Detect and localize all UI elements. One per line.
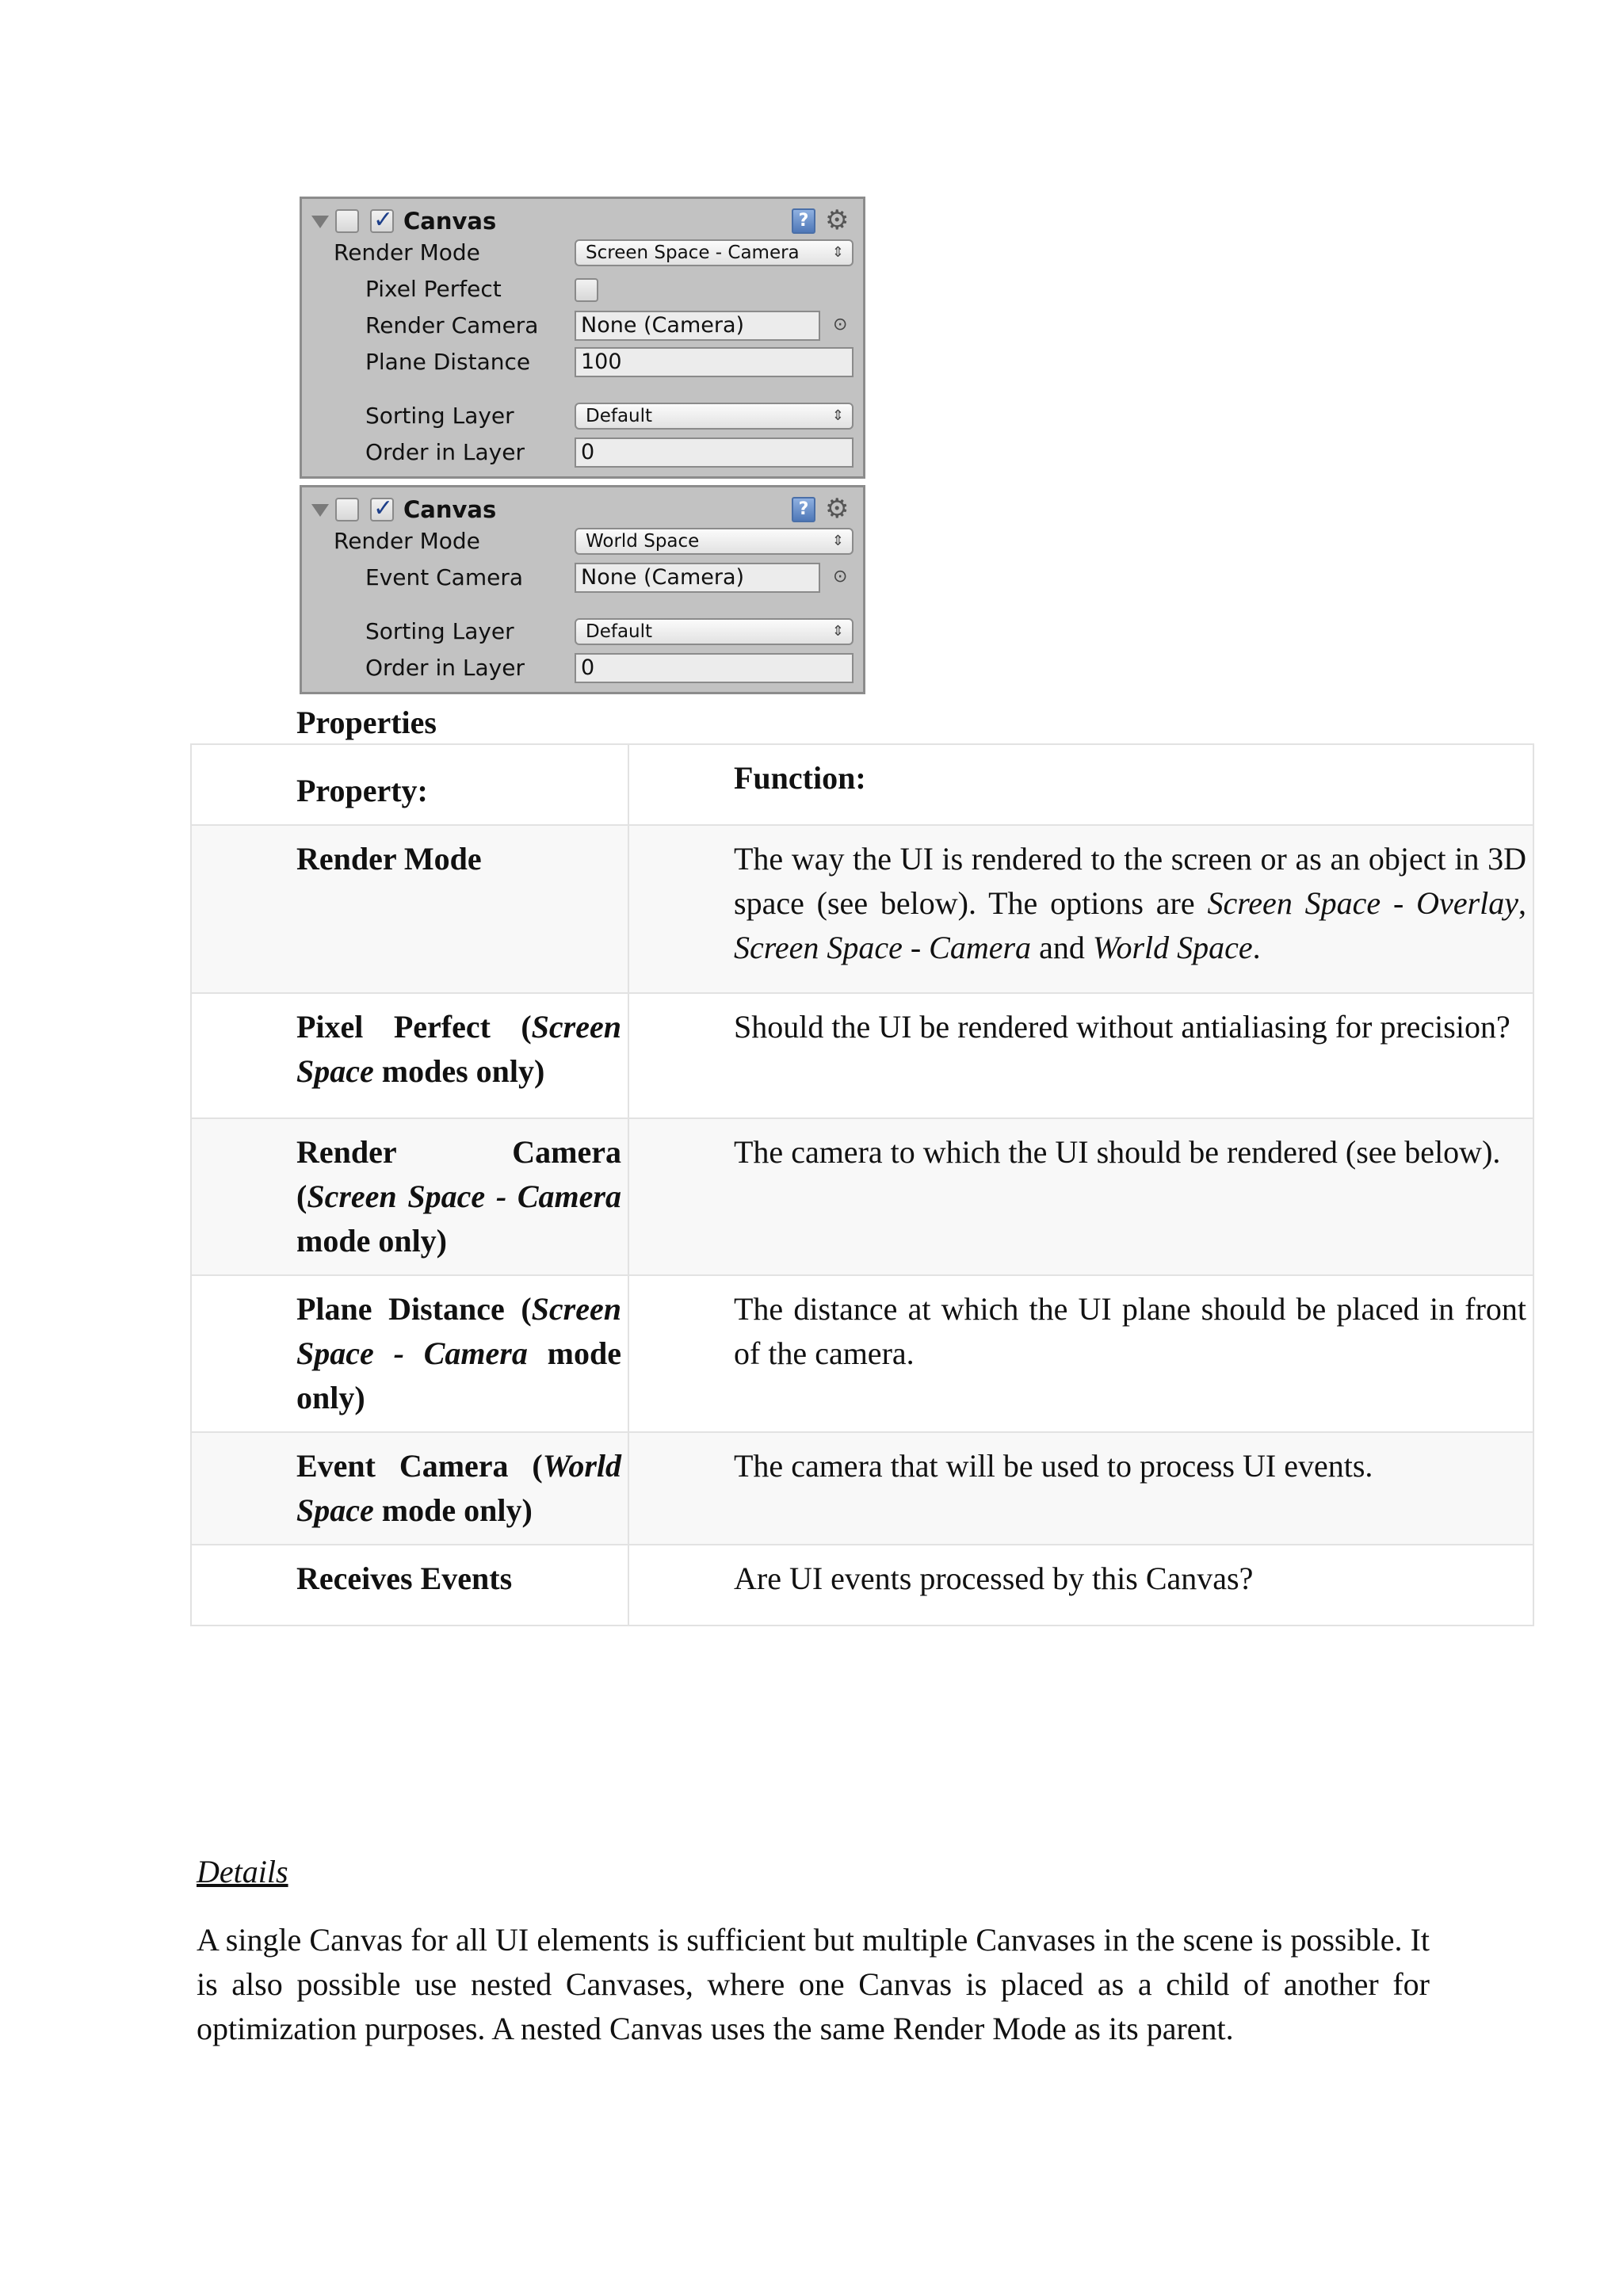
function-cell: The camera that will be used to process UI events. xyxy=(628,1432,1533,1545)
properties-caption: Properties xyxy=(296,705,437,740)
collapse-triangle-icon[interactable] xyxy=(311,504,329,517)
properties-table xyxy=(190,743,1534,1626)
table-row xyxy=(191,1118,1533,1275)
render-camera-label: Render Camera xyxy=(365,312,539,338)
table-row xyxy=(191,1545,1533,1626)
dropdown-arrow-icon: ⇕ xyxy=(831,244,844,261)
component-title: Canvas xyxy=(403,496,497,523)
property-cell: Render Camera (Screen Space - Camera mode only) xyxy=(191,1118,628,1275)
collapse-triangle-icon[interactable] xyxy=(311,216,329,228)
component-enabled-checkbox[interactable] xyxy=(370,498,394,521)
property-header: Property: xyxy=(191,744,628,825)
render-mode-dropdown[interactable]: World Space ⇕ xyxy=(575,528,854,555)
sorting-layer-dropdown[interactable]: Default ⇕ xyxy=(575,618,854,645)
function-cell: The way the UI is rendered to the screen or as an object in 3D space (see below). The options are Screen Space - Overlay, Screen Space - Camera and World Space. xyxy=(628,825,1533,993)
order-in-layer-field[interactable]: 0 xyxy=(575,437,854,468)
function-cell: Are UI events processed by this Canvas? xyxy=(628,1545,1533,1626)
object-picker-icon[interactable]: ⊙ xyxy=(833,315,848,334)
property-cell: Receives Events xyxy=(191,1545,628,1626)
component-header xyxy=(302,494,863,525)
function-cell: Should the UI be rendered without antialiasing for precision? xyxy=(628,993,1533,1118)
plane-distance-label: Plane Distance xyxy=(365,349,531,375)
component-header xyxy=(302,205,863,237)
sorting-layer-label: Sorting Layer xyxy=(365,618,514,644)
function-cell: The camera to which the UI should be rendered (see below). xyxy=(628,1118,1533,1275)
help-book-icon[interactable]: ? xyxy=(792,208,815,234)
sorting-layer-label: Sorting Layer xyxy=(365,403,514,429)
table-header-row xyxy=(191,744,1533,825)
pixel-perfect-label: Pixel Perfect xyxy=(365,276,502,302)
details-paragraph: A single Canvas for all UI elements is sufficient but multiple Canvases in the scene is possible. It is also possible use nested Canvases, where one Canvas is placed as a child of another for optimization purposes. A nested Canvas uses the same Render Mode as its parent. xyxy=(197,1922,1430,2046)
property-cell: Pixel Perfect (Screen Space modes only) xyxy=(191,993,628,1118)
plane-distance-field[interactable]: 100 xyxy=(575,347,854,377)
render-mode-label: Render Mode xyxy=(334,528,480,554)
render-mode-dropdown[interactable]: Screen Space - Camera ⇕ xyxy=(575,239,854,266)
component-title: Canvas xyxy=(403,208,497,235)
dropdown-arrow-icon: ⇕ xyxy=(831,533,844,549)
order-in-layer-label: Order in Layer xyxy=(365,655,525,681)
pixel-perfect-checkbox[interactable] xyxy=(575,278,598,302)
table-row xyxy=(191,1432,1533,1545)
order-in-layer-field[interactable]: 0 xyxy=(575,653,854,683)
order-in-layer-label: Order in Layer xyxy=(365,439,525,465)
event-camera-label: Event Camera xyxy=(365,564,523,590)
dropdown-arrow-icon: ⇕ xyxy=(831,407,844,424)
render-camera-field[interactable]: None (Camera) xyxy=(575,311,820,341)
details-heading: Details xyxy=(197,1854,288,1889)
sorting-layer-dropdown[interactable]: Default ⇕ xyxy=(575,403,854,430)
table-row xyxy=(191,825,1533,993)
component-enable-placeholder xyxy=(335,498,359,521)
property-cell: Plane Distance (Screen Space - Camera mode only) xyxy=(191,1275,628,1432)
gear-icon[interactable]: ⚙ xyxy=(825,204,850,236)
table-row xyxy=(191,1275,1533,1432)
property-cell: Event Camera (World Space mode only) xyxy=(191,1432,628,1545)
canvas-inspector-world-space xyxy=(300,485,865,694)
table-row xyxy=(191,993,1533,1118)
canvas-inspector-screen-space-camera xyxy=(300,197,865,479)
function-header: Function: xyxy=(628,744,1533,825)
component-enable-placeholder xyxy=(335,209,359,233)
dropdown-arrow-icon: ⇕ xyxy=(831,623,844,640)
render-mode-label: Render Mode xyxy=(334,239,480,266)
object-picker-icon[interactable]: ⊙ xyxy=(833,567,848,586)
property-cell: Render Mode xyxy=(191,825,628,993)
gear-icon[interactable]: ⚙ xyxy=(825,493,850,525)
event-camera-field[interactable]: None (Camera) xyxy=(575,563,820,593)
component-enabled-checkbox[interactable] xyxy=(370,209,394,233)
function-cell: The distance at which the UI plane should be placed in front of the camera. xyxy=(628,1275,1533,1432)
help-book-icon[interactable]: ? xyxy=(792,497,815,522)
